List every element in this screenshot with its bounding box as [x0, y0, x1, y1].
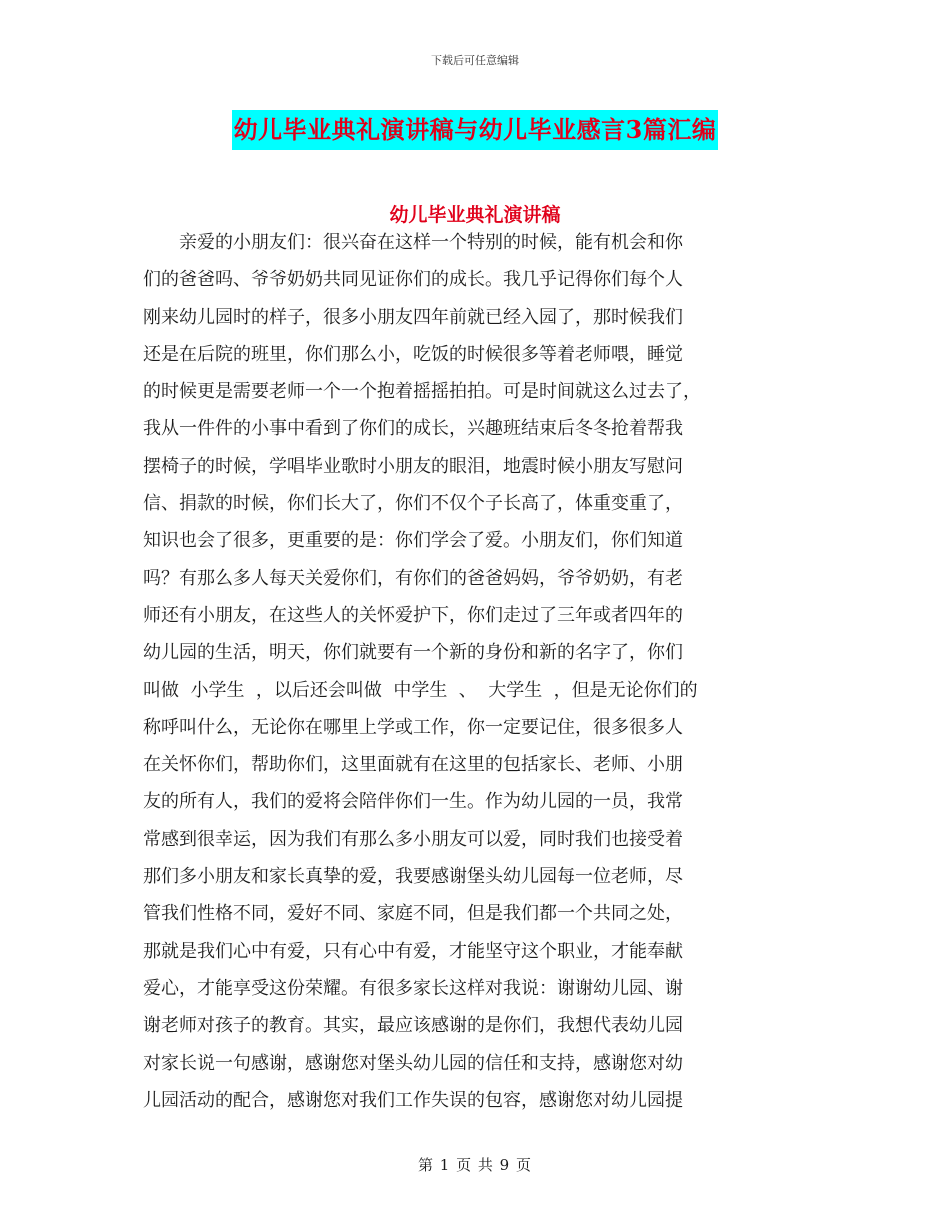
- body-line: 幼儿园的生活，明天，你们就要有一个新的身份和新的名字了，你们: [143, 642, 683, 664]
- page-number: 第 1 页 共 9 页: [418, 1156, 532, 1174]
- body-line: 吗？有那么多人每天关爱你们，有你们的爸爸妈妈，爷爷奶奶，有老: [143, 567, 683, 589]
- body-line: 爱心，才能享受这份荣耀。有很多家长这样对我说：谢谢幼儿园、谢: [143, 977, 683, 999]
- body-line: 刚来幼儿园时的样子，很多小朋友四年前就已经入园了，那时候我们: [143, 306, 683, 328]
- body-line: 友的所有人，我们的爱将会陪伴你们一生。作为幼儿园的一员，我常: [143, 791, 683, 813]
- body-line: 信、捐款的时候，你们长大了，你们不仅个子长高了，体重变重了，: [143, 493, 683, 515]
- body-line: 摆椅子的时候，学唱毕业歌时小朋友的眼泪，地震时候小朋友写慰问: [143, 455, 683, 477]
- page-header-note: 下载后可任意编辑: [431, 54, 519, 67]
- document-title: 幼儿毕业典礼演讲稿与幼儿毕业感言3篇汇编: [232, 110, 719, 150]
- body-line: 还是在后院的班里，你们那么小，吃饭的时候很多等着老师喂，睡觉: [143, 343, 683, 365]
- body-line: 谢老师对孩子的教育。其实，最应该感谢的是你们，我想代表幼儿园: [143, 1015, 683, 1037]
- body-line: 那们多小朋友和家长真挚的爱，我要感谢堡头幼儿园每一位老师，尽: [143, 866, 683, 888]
- body-line: 对家长说一句感谢，感谢您对堡头幼儿园的信任和支持，感谢您对幼: [143, 1052, 683, 1074]
- body-line: 叫做 小学生 ，以后还会叫做 中学生 、 大学生 ，但是无论你们的: [143, 679, 698, 701]
- body-line: 常感到很幸运，因为我们有那么多小朋友可以爱，同时我们也接受着: [143, 828, 683, 850]
- body-line: 在关怀你们，帮助你们，这里面就有在这里的包括家长、老师、小朋: [143, 754, 683, 776]
- body-line: 亲爱的小朋友们：很兴奋在这样一个特别的时候，能有机会和你: [179, 232, 683, 253]
- body-line: 称呼叫什么，无论你在哪里上学或工作，你一定要记住，很多很多人: [143, 716, 683, 738]
- body-text: [143, 224, 798, 1119]
- body-line: 师还有小朋友，在这些人的关怀爱护下，你们走过了三年或者四年的: [143, 604, 683, 626]
- body-line: 知识也会了很多，更重要的是：你们学会了爱。小朋友们，你们知道: [143, 530, 683, 552]
- section-title: 幼儿毕业典礼演讲稿: [389, 204, 561, 226]
- body-line: 管我们性格不同，爱好不同、家庭不同，但是我们都一个共同之处，: [143, 903, 683, 925]
- document-title-block: [0, 110, 950, 150]
- body-line: 的时候更是需要老师一个一个抱着摇摇拍拍。可是时间就这么过去了，: [143, 381, 701, 403]
- body-line: 我从一件件的小事中看到了你们的成长，兴趣班结束后冬冬抢着帮我: [143, 418, 683, 440]
- body-line: 儿园活动的配合，感谢您对我们工作失误的包容，感谢您对幼儿园提: [143, 1089, 683, 1111]
- body-line: 们的爸爸吗、爷爷奶奶共同见证你们的成长。我几乎记得你们每个人: [143, 269, 683, 291]
- body-line: 那就是我们心中有爱，只有心中有爱，才能坚守这个职业，才能奉献: [143, 940, 683, 962]
